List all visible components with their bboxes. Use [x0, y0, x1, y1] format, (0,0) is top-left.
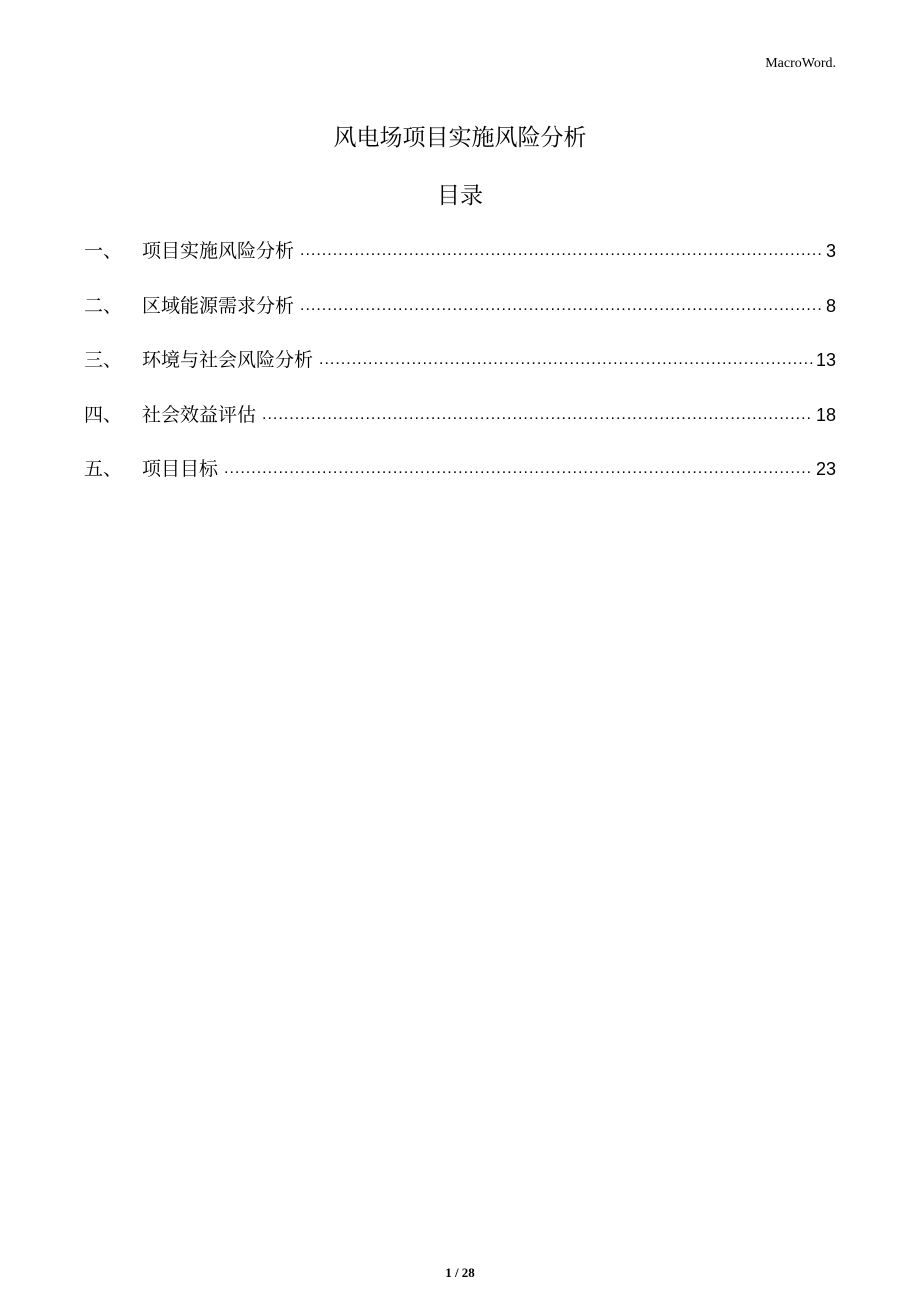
- toc-dot-leader: [300, 234, 823, 268]
- page-number: 1 / 28: [445, 1265, 475, 1280]
- toc-entry-title: 项目实施风险分析: [142, 240, 295, 262]
- toc-entry-title: 环境与社会风险分析: [142, 349, 314, 371]
- toc-entry-number: 四、: [84, 403, 123, 426]
- toc-entry-number: 三、: [84, 349, 123, 371]
- toc-entry-number: 五、: [84, 458, 123, 480]
- toc-dot-leader: [300, 289, 823, 323]
- toc-entry-number: 一、: [84, 240, 123, 262]
- toc-entry-title: 区域能源需求分析: [142, 294, 295, 317]
- toc-entry[interactable]: [84, 343, 836, 398]
- toc-entry[interactable]: [84, 452, 836, 507]
- toc-entry[interactable]: [84, 289, 836, 344]
- toc-entry-page: 23: [815, 459, 836, 479]
- table-of-contents: [84, 234, 836, 507]
- toc-entry-title: 社会效益评估: [142, 403, 257, 426]
- toc-entry-number: 二、: [84, 294, 123, 317]
- toc-entry-title: 项目目标: [142, 458, 219, 480]
- toc-heading: 目录: [437, 183, 483, 209]
- toc-entry-page: 18: [815, 404, 836, 425]
- toc-entry-page: 8: [825, 295, 836, 316]
- toc-dot-leader: [224, 452, 813, 486]
- toc-entry[interactable]: [84, 398, 836, 453]
- toc-dot-leader: [319, 343, 813, 377]
- toc-entry[interactable]: [84, 234, 836, 289]
- header-brand: MacroWord.: [765, 56, 836, 71]
- toc-dot-leader: [262, 398, 813, 432]
- toc-entry-page: 13: [815, 350, 836, 370]
- document-title: 风电场项目实施风险分析: [333, 125, 587, 151]
- toc-entry-page: 3: [825, 241, 836, 261]
